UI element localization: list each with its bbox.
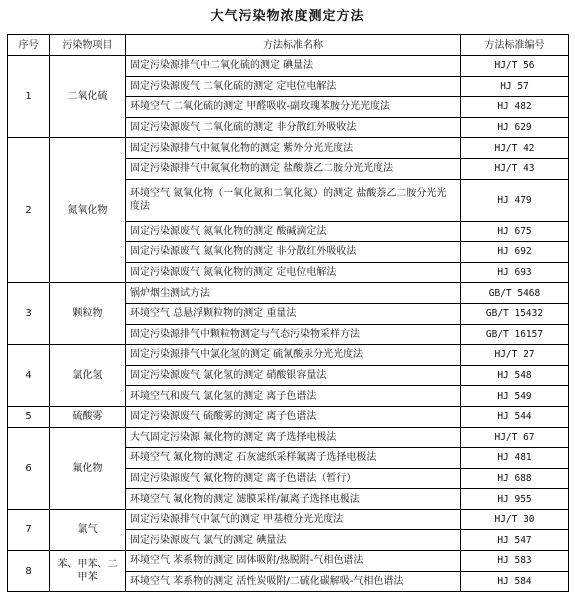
method-name-cell: 环境空气 氟化物的测定 石灰滤纸采样氟离子选择电极法	[126, 448, 461, 469]
method-code-cell: HJ 481	[461, 448, 569, 469]
pollutant-cell: 苯、甲苯、二甲苯	[50, 551, 126, 592]
method-code-cell: HJ 688	[461, 468, 569, 489]
header-method-code: 方法标准编号	[461, 35, 569, 56]
table-row	[8, 427, 569, 448]
method-name-cell: 大气固定污染源 氟化物的测定 离子选择电极法	[126, 427, 461, 448]
pollutant-cell: 氮氧化物	[50, 138, 126, 283]
method-code-cell: HJ 549	[461, 386, 569, 407]
method-name-cell: 锅炉烟尘测试方法	[126, 283, 461, 304]
method-code-cell: GB/T 15432	[461, 303, 569, 324]
method-name-cell: 固定污染源排气中颗粒物测定与气态污染物采样方法	[126, 324, 461, 345]
header-serial: 序号	[8, 35, 50, 56]
method-name-cell: 固定污染源排气中二氧化硫的测定 碘量法	[126, 56, 461, 77]
method-name-cell: 固定污染源废气 氯化氢的测定 硝酸银容量法	[126, 365, 461, 386]
method-name-cell: 环境空气 总悬浮颗粒物的测定 重量法	[126, 303, 461, 324]
method-name-cell: 固定污染源废气 氯气的测定 碘量法	[126, 530, 461, 551]
method-name-cell: 固定污染源废气 二氧化硫的测定 非分散红外吸收法	[126, 117, 461, 138]
method-code-cell: HJ 584	[461, 571, 569, 592]
method-name-cell: 固定污染源废气 二氧化硫的测定 定电位电解法	[126, 76, 461, 97]
method-code-cell: HJ/T 42	[461, 138, 569, 159]
pollutant-cell: 颗粒物	[50, 283, 126, 345]
method-code-cell: HJ 955	[461, 489, 569, 510]
table-row	[8, 56, 569, 77]
method-code-cell: HJ 544	[461, 406, 569, 427]
serial-number-cell: 4	[8, 345, 50, 407]
method-name-cell: 固定污染源排气中氯化氢的测定 硫氰酸汞分光光度法	[126, 345, 461, 366]
method-name-cell: 固定污染源废气 硫酸雾的测定 离子色谱法	[126, 406, 461, 427]
pollutant-cell: 氟化物	[50, 427, 126, 509]
serial-number-cell: 8	[8, 551, 50, 592]
serial-number-cell: 7	[8, 509, 50, 550]
method-name-cell: 固定污染源废气 氮氧化物的测定 酸碱滴定法	[126, 221, 461, 242]
method-code-cell: HJ 693	[461, 262, 569, 283]
pollutant-cell: 氯气	[50, 509, 126, 550]
method-code-cell: GB/T 5468	[461, 283, 569, 304]
method-name-cell: 环境空气 氟化物的测定 滤膜采样/氟离子选择电极法	[126, 489, 461, 510]
method-name-cell: 固定污染源废气 氮氧化物的测定 定电位电解法	[126, 262, 461, 283]
method-code-cell: HJ 482	[461, 97, 569, 118]
method-code-cell: HJ 583	[461, 551, 569, 572]
pollutant-cell: 二氧化硫	[50, 56, 126, 138]
method-name-cell: 固定污染源废气 氟化物的测定 离子色谱法（暂行）	[126, 468, 461, 489]
method-code-cell: HJ 57	[461, 76, 569, 97]
pollutant-cell: 硫酸雾	[50, 406, 126, 427]
method-code-cell: HJ 692	[461, 242, 569, 263]
pollutant-cell: 氯化氢	[50, 345, 126, 407]
serial-number-cell: 5	[8, 406, 50, 427]
header-method-name: 方法标准名称	[126, 35, 461, 56]
table-row	[8, 551, 569, 572]
method-name-cell: 环境空气 苯系物的测定 固体吸附/热脱附-气相色谱法	[126, 551, 461, 572]
method-code-cell: HJ/T 27	[461, 345, 569, 366]
table-row	[8, 509, 569, 530]
serial-number-cell: 3	[8, 283, 50, 345]
method-code-cell: GB/T 16157	[461, 324, 569, 345]
method-name-cell: 固定污染源排气中氯气的测定 甲基橙分光光度法	[126, 509, 461, 530]
method-name-cell: 环境空气和废气 氯化氢的测定 离子色谱法	[126, 386, 461, 407]
document-title: 大气污染物浓度测定方法	[210, 9, 365, 24]
serial-number-cell: 2	[8, 138, 50, 283]
table-row	[8, 138, 569, 159]
standards-table	[7, 34, 569, 592]
table-row	[8, 406, 569, 427]
method-name-cell: 固定污染源排气中氮氧化物的测定 紫外分光光度法	[126, 138, 461, 159]
method-code-cell: HJ 547	[461, 530, 569, 551]
method-code-cell: HJ/T 56	[461, 56, 569, 77]
method-code-cell: HJ/T 43	[461, 158, 569, 179]
serial-number-cell: 6	[8, 427, 50, 509]
table-row	[8, 283, 569, 304]
method-code-cell: HJ 675	[461, 221, 569, 242]
method-code-cell: HJ 629	[461, 117, 569, 138]
table-row	[8, 345, 569, 366]
method-name-cell: 固定污染源废气 氮氧化物的测定 非分散红外吸收法	[126, 242, 461, 263]
method-code-cell: HJ 479	[461, 179, 569, 221]
table-header-row	[8, 35, 569, 56]
method-name-cell: 环境空气 氮氧化物（一氧化氮和二氧化氮）的测定 盐酸萘乙二胺分光光度法	[126, 179, 461, 221]
method-code-cell: HJ/T 30	[461, 509, 569, 530]
method-code-cell: HJ 548	[461, 365, 569, 386]
method-name-cell: 环境空气 二氧化硫的测定 甲醛吸收-副玫瑰苯胺分光光度法	[126, 97, 461, 118]
method-name-cell: 固定污染源排气中氮氧化物的测定 盐酸萘乙二胺分光光度法	[126, 158, 461, 179]
method-code-cell: HJ/T 67	[461, 427, 569, 448]
method-name-cell: 环境空气 苯系物的测定 活性炭吸附/二硫化碳解吸-气相色谱法	[126, 571, 461, 592]
serial-number-cell: 1	[8, 56, 50, 138]
header-pollutant: 污染物项目	[50, 35, 126, 56]
